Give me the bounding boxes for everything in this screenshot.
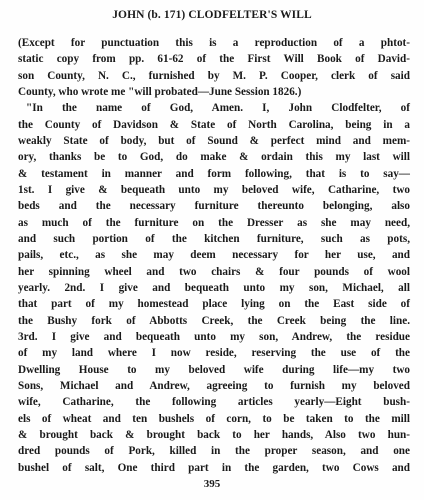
- document-body: [18, 35, 410, 476]
- text-line: that part of my homestead place lying on the East side of: [18, 298, 410, 311]
- text-line: of my land where I now reside, reserving the use of the: [18, 347, 410, 360]
- text-line: son County, N. C., furnished by M. P. Cooper, clerk of said: [18, 69, 410, 82]
- text-line: wife, Catharine, the following articles yearly—Eight bush-: [18, 396, 410, 409]
- text-line: "In the name of God, Amen. I, John Clodfelter, of: [26, 102, 410, 115]
- text-line: Dwelling House to my beloved wife during life—my two: [18, 363, 410, 376]
- text-line: & testament in manner and form following, that is to say—: [18, 167, 410, 180]
- text-line: dred pounds of Pork, killed in the proper season, and one: [18, 445, 410, 458]
- text-line: static copy from pp. 61-62 of the First Will Book of David-: [18, 53, 410, 66]
- text-line: yearly. 2nd. I give and bequeath unto my son, Michael, all: [18, 281, 410, 294]
- page-number: 395: [203, 478, 221, 490]
- text-line: the County of Davidson & State of North Carolina, being in a: [18, 118, 410, 131]
- text-line: ory, thanks be to God, do make & ordain this my last will: [18, 151, 410, 164]
- text-line: pails, etc., as she may deem necessary for her use, and: [18, 249, 410, 262]
- text-line: Sons, Michael and Andrew, agreeing to furnish my beloved: [18, 379, 410, 392]
- text-line: 1st. I give & bequeath unto my beloved wife, Catharine, two: [18, 183, 410, 196]
- text-line: & brought back & brought back to her hands, Also two hun-: [18, 428, 410, 441]
- text-line: her spinning wheel and two chairs & four pounds of wool: [18, 265, 410, 278]
- text-line: (Except for punctuation this is a reproduction of a phtot-: [18, 37, 410, 49]
- text-line: weakly State of body, but of Sound & perfect mind and mem-: [18, 134, 410, 147]
- text-line: the Bushy fork of Abbotts Creek, the Creek being the line.: [18, 314, 410, 327]
- text-line: as much of the furniture on the Dresser as she may need,: [18, 216, 410, 229]
- text-line: beds and the necessary furniture thereunto belonging, also: [18, 200, 410, 213]
- document-title: JOHN (b. 171) CLODFELTER'S WILL: [112, 9, 312, 21]
- text-line: els of wheat and ten bushels of corn, to be taken to the mill: [18, 412, 410, 425]
- text-line: bushel of salt, One third part in the garden, two Cows and: [18, 461, 410, 474]
- text-line: 3rd. I give and bequeath unto my son, Andrew, the residue: [18, 330, 410, 343]
- text-line: and such portion of the kitchen furniture, such as pots,: [18, 232, 410, 245]
- text-line: County, who wrote me "will probated—June Session 1826.): [18, 85, 302, 98]
